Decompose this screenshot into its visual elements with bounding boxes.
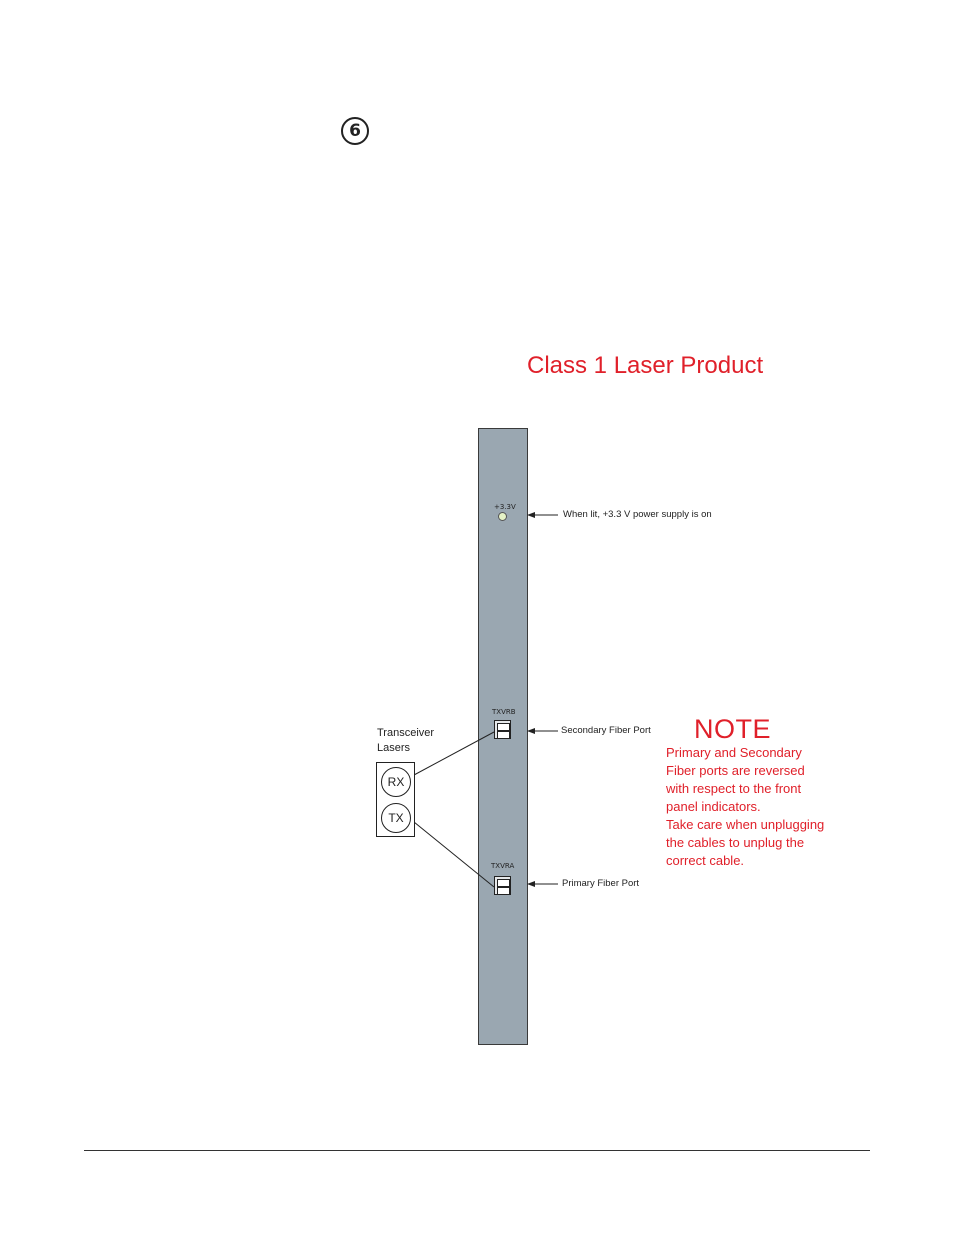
rx-laser: RX [381,767,411,797]
footer-divider [84,1150,870,1151]
led-callout-text: When lit, +3.3 V power supply is on [563,509,712,520]
tx-laser: TX [381,803,411,833]
port-b-label: TXVRB [492,708,516,716]
step-number-badge: 6 [341,117,369,145]
lasers-label-line2: Lasers [377,742,411,754]
primary-port-callout-text: Primary Fiber Port [562,878,640,889]
port-a-label: TXVRA [491,862,515,870]
note-line: the cables to unplug the [666,835,805,850]
note-line: panel indicators. [666,799,761,814]
note-body [666,744,836,870]
led-label: +3.3V [494,503,516,511]
transceiver-lasers-label [377,726,434,756]
note-line: with respect to the front [666,781,802,796]
transceiver-lasers-box [376,762,415,837]
note-line: Primary and Secondary [666,745,802,760]
note-heading: NOTE [694,714,772,744]
secondary-port-callout-text: Secondary Fiber Port [561,725,651,736]
laser-class-title: Class 1 Laser Product [527,352,764,379]
note-line: Fiber ports are reversed [666,763,805,778]
note-line: correct cable. [666,853,745,868]
note-line: Take care when unplugging [666,817,825,832]
lasers-to-primary-line [414,822,494,887]
lasers-label-line1: Transceiver [377,727,435,739]
